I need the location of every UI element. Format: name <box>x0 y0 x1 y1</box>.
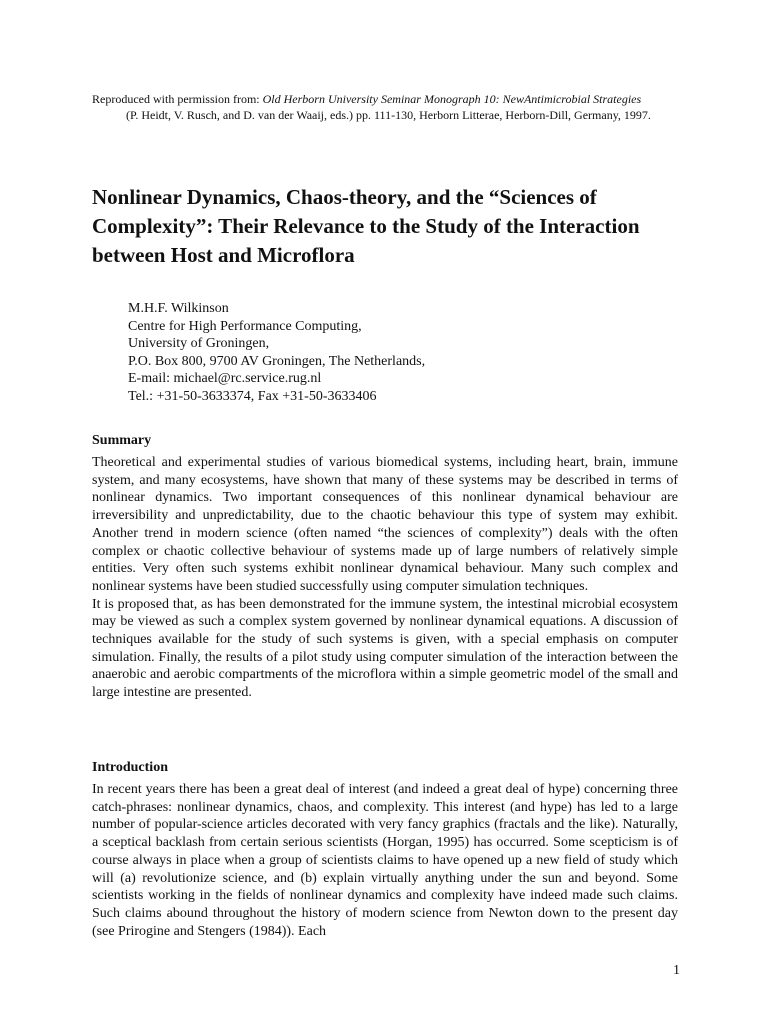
paper-title: Nonlinear Dynamics, Chaos-theory, and the “Sciences of Complexity”: Their Relevance to the Study of the Interaction between Host and Microflora <box>92 185 640 267</box>
author-address: P.O. Box 800, 9700 AV Groningen, The Netherlands, <box>128 353 426 369</box>
page-number: 1 <box>673 963 680 978</box>
notice-prefix: Reproduced with permission from: <box>92 92 263 106</box>
author-email: E-mail: michael@rc.service.rug.nl <box>128 371 322 387</box>
introduction-text <box>92 781 678 940</box>
introduction-heading: Introduction <box>92 760 168 775</box>
author-affiliation: Centre for High Performance Computing, <box>128 318 362 334</box>
author-name: M.H.F. Wilkinson <box>128 301 229 316</box>
notice-source: Old Herborn University Seminar Monograph 10: NewAntimicrobial Strategies <box>262 92 642 106</box>
summary-paragraph-1: Theoretical and experimental studies of various biomedical systems, including heart, brain, immune system, and many ecosystems, have shown that many of these systems may be described in terms of nonlinear dynamics. Two important consequences of this nonlinear dynamical behaviour are irreversibility and unpredictability, due to the chaotic behaviour this type of system may exhibit. Another trend in modern science (often named “the sciences of complexity”) deals with the often complex or chaotic collective behaviour of systems made up of large numbers of relatively simple entities. Very often such systems exhibit nonlinear dynamical behaviour. Many such complex and nonlinear systems have been studied successfully using computer simulation techniques. <box>92 455 678 594</box>
notice-details: (P. Heidt, V. Rusch, and D. van der Waaij, eds.) pp. 111-130, Herborn Litterae, Herborn-Dill, Germany, 1997. <box>126 108 651 122</box>
reproduction-notice <box>92 91 678 123</box>
introduction-paragraph-1: In recent years there has been a great deal of interest (and indeed a great deal of hype) concerning three catch-phrases: nonlinear dynamics, chaos, and complexity. This interest (and hype) has led to a large number of popular-science articles decorated with very fancy graphics (fractals and the like). Naturally, a sceptical backlash from certain serious scientists (Horgan, 1995) has occurred. Some scepticism is of course always in place when a group of scientists claims to have opened up a new field of study which will (a) revolutionize science, and (b) explain virtually anything under the sun and beyond. Some scientists working in the fields of nonlinear dynamics and complexity have indeed made such claims. Such claims abound throughout the history of modern science from Newton down to the present day (see Prirogine and Stengers (1984)). Each <box>92 782 678 939</box>
author-block <box>128 300 648 406</box>
author-phone: Tel.: +31-50-3633374, Fax +31-50-3633406 <box>128 388 377 404</box>
summary-paragraph-2: It is proposed that, as has been demonstrated for the immune system, the intestinal microbial ecosystem may be viewed as such a complex system governed by nonlinear dynamical equations. A discussion of techniques available for the study of such systems is given, with a special emphasis on computer simulation. Finally, the results of a pilot study using computer simulation of the interaction between the anaerobic and aerobic compartments of the microflora within a simple geometric model of the small and large intestine are presented. <box>92 596 678 701</box>
author-university: University of Groningen, <box>128 336 270 352</box>
summary-text <box>92 454 678 702</box>
summary-heading: Summary <box>92 433 152 448</box>
